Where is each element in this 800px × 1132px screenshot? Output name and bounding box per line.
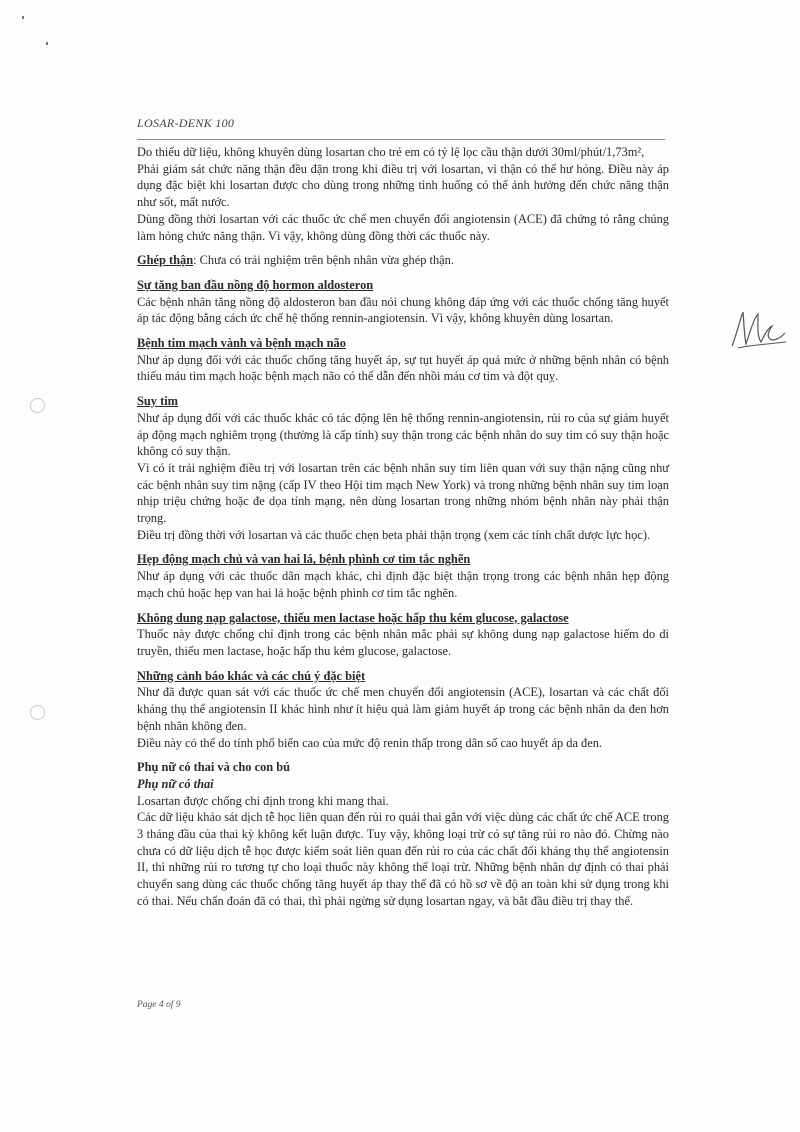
inline-text: : Chưa có trải nghiệm trên bệnh nhân vừa ghép thận.	[193, 253, 454, 268]
spacer	[137, 543, 669, 551]
paragraph: Điều này có thể do tính phổ biến cao của mức độ renin thấp trong dân số cao huyết áp da đen.	[137, 735, 603, 750]
punch-hole	[30, 398, 45, 413]
section-heading: Sự tăng ban đầu nồng độ hormon aldosteron	[137, 277, 374, 292]
spacer	[137, 327, 669, 335]
spacer	[137, 751, 669, 759]
paragraph: Do thiếu dữ liệu, không khuyên dùng losartan cho trẻ em có tỷ lệ lọc cầu thận dưới 30ml/phút/1,73m²,	[137, 145, 645, 159]
paragraph: Losartan được chống chỉ định trong khi mang thai.	[137, 793, 389, 808]
section-heading: Suy tim	[137, 394, 178, 409]
spacer	[137, 660, 669, 668]
spacer	[137, 269, 669, 277]
paragraph: Như áp dụng đối với các thuốc khác có tác động lên hệ thống rennin-angiotensin, rủi ro của sự giảm huyết áp động mạch nghiêm trọng (thường là cấp tính) suy thận trong các bệnh nhân do suy tim có suy thận hoặc không có suy thận.	[137, 410, 669, 459]
punch-hole	[30, 705, 45, 720]
paragraph: Vì có ít trải nghiệm điều trị với losartan trên các bệnh nhân suy tim liên quan với suy thận nặng cũng như các bệnh nhân suy tim nặng (cấp IV theo Hội tim mạch New York) và trong những bệnh nhân suy tim loạn nhịp triệu chứng hoặc đe dọa tính mạng, nên dùng losartan trong những nhóm bệnh nhân này phải thận trọng.	[137, 460, 669, 526]
scan-speck	[46, 42, 48, 45]
section-heading: Không dung nạp galactose, thiếu men lactase hoặc hấp thu kém glucose, galactose	[137, 610, 569, 625]
paragraph: Các dữ liệu khảo sát dịch tễ học liên quan đến rủi ro quái thai gắn với việc dùng các chất ức chế ACE trong 3 tháng đầu của thai kỳ không kết luận được. Tuy vậy, không loại trừ có sự tăng rủi ro nào đó. Chừng nào chưa có dữ liệu dịch tễ học được kiểm soát liên quan đến rủi ro của các chất đối kháng thụ thể angiotensin II, thì những rủi ro tương tự cho loại thuốc này không thể loại trừ. Những bệnh nhân dự định có thai phải chuyển sang dùng các thuốc chống tăng huyết áp thay thế đã có hồ sơ về độ an toàn khi sử dụng trong khi có thai. Nếu chẩn đoán đã có thai, thì phải ngừng sử dụng losartan ngay, và bắt đầu điều trị thay thế.	[137, 810, 669, 908]
paragraph: Các bệnh nhân tăng nồng độ aldosteron ban đầu nói chung không đáp ứng với các thuốc chống tăng huyết áp tác động bằng cách ức chế hệ thống rennin-angiotensin. Vì vậy, không khuyên dùng losartan.	[137, 294, 669, 326]
paragraph: Dùng đồng thời losartan với các thuốc ức chế men chuyển đổi angiotensin (ACE) đã chứng tỏ rằng chúng làm hỏng chức năng thận. Vì vậy, không dùng đồng thời các thuốc này.	[137, 211, 669, 243]
paragraph: Như đã được quan sát với các thuốc ức chế men chuyển đổi angiotensin (ACE), losartan và các chất đối kháng thụ thể angiotensin II khác hình như ít hiệu quả làm giảm huyết áp trong các bệnh nhân da đen hơn bệnh nhân không đen.	[137, 685, 669, 733]
paragraph-with-inline-heading	[137, 252, 669, 269]
section-heading: Bệnh tim mạch vành và bệnh mạch não	[137, 336, 346, 351]
document-body	[137, 144, 669, 910]
inline-heading: Ghép thận	[137, 253, 194, 268]
section-heading: Phụ nữ có thai và cho con bú	[137, 760, 291, 775]
header-rule	[137, 139, 665, 140]
page-number: Page 4 of 9	[137, 1000, 181, 1010]
section-heading: Những cảnh báo khác và các chú ý đặc biệt	[137, 668, 366, 683]
paragraph: Như áp dụng đối với các thuốc chống tăng huyết áp, sự tụt huyết áp quá mức ở những bệnh nhân có bệnh thiếu máu tim mạch hoặc bệnh mạch não có thể dẫn đến nhồi máu cơ tim và đột quỵ.	[137, 352, 669, 384]
document-header: LOSAR-DENK 100	[137, 116, 235, 130]
subsection-heading: Phụ nữ có thai	[137, 776, 214, 791]
paragraph: Phải giám sát chức năng thận đều đặn trong khi điều trị với losartan, vì thận có thể hư hỏng. Điều này áp dụng đặc biệt khi losartan được cho dùng trong những tình huống có thể ảnh hưởng đến chức năng thận như sốt, mất nước.	[137, 161, 669, 210]
handwritten-initials	[728, 306, 788, 350]
spacer	[137, 385, 669, 393]
paragraph: Như áp dụng với các thuốc dãn mạch khác, chỉ định đặc biệt thận trọng trong các bệnh nhân hẹp động mạch chủ hoặc hẹp van hai lá hoặc bệnh phình cơ tim tắc nghẽn.	[137, 569, 669, 600]
spacer	[137, 602, 669, 610]
scan-speck	[22, 16, 24, 19]
section-heading: Hẹp động mạch chủ và van hai lá, bệnh phình cơ tim tắc nghẽn	[137, 552, 471, 567]
paragraph: Thuốc này được chống chỉ định trong các bệnh nhân mắc phải sự không dung nạp galactose hiếm do di truyền, thiếu men lactase, hoặc hấp thu kém glucose, galactose.	[137, 627, 669, 658]
paragraph: Điều trị đồng thời với losartan và các thuốc chẹn beta phải thận trọng (xem các tính chất dược lực học).	[137, 527, 651, 542]
spacer	[137, 244, 669, 252]
